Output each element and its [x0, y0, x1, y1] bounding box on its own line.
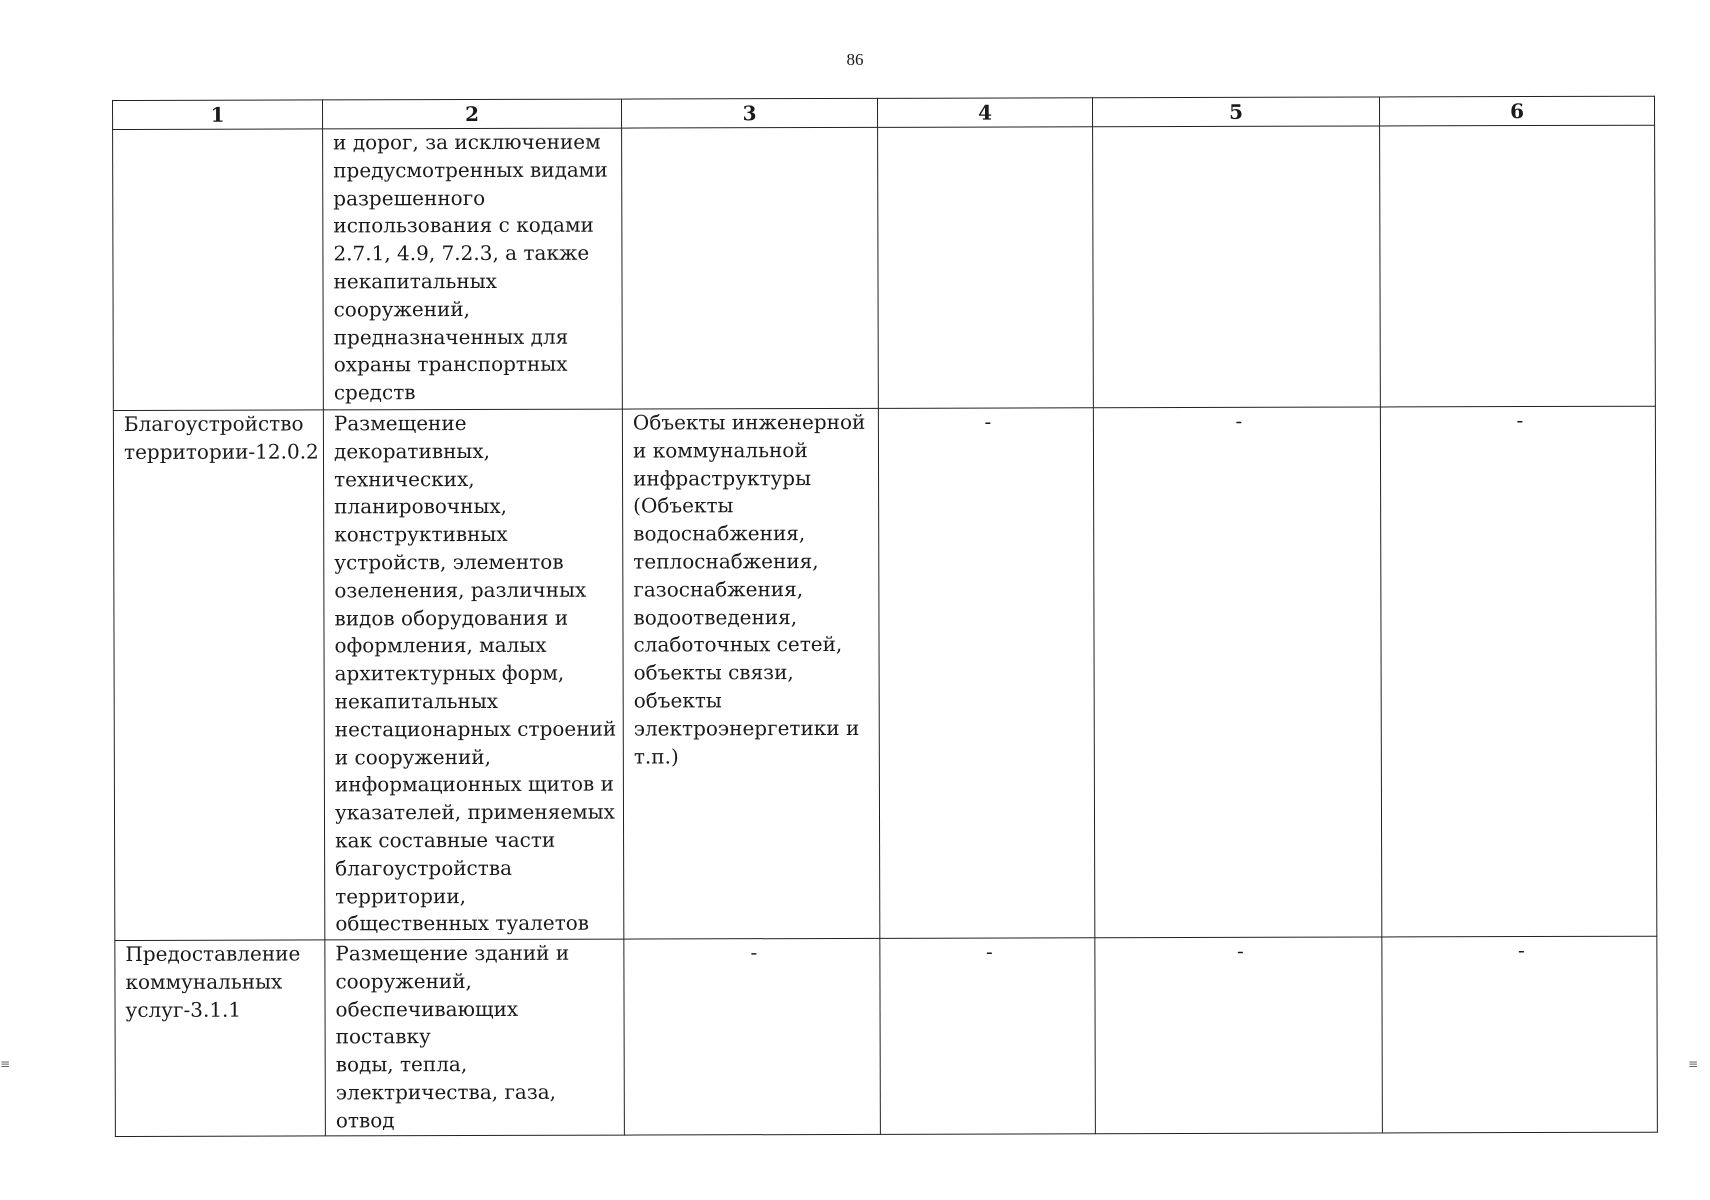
- row-1-col-2: [323, 128, 623, 410]
- cell-text: -: [985, 939, 993, 964]
- row-3-col-4: [880, 938, 1096, 1134]
- header-col-1: 1: [113, 100, 323, 130]
- cell-text: -: [984, 409, 992, 434]
- row-3-col-1: [115, 940, 326, 1136]
- cell-text: Предоставление коммунальных услуг-3.1.1: [125, 941, 301, 1022]
- row-1-col-1: [113, 129, 324, 411]
- row-2-col-5: [1093, 407, 1381, 938]
- header-row: [113, 96, 1655, 129]
- row-2-col-4: [878, 408, 1094, 939]
- cell-text: Объекты инженерной и коммунальной инфраструктуры (Объекты водоснабжения, теплоснабжения, газоснабжения, водоотведения, слаботочных сетей, объекты связи, объекты электроэнергетики и т.п.): [632, 409, 866, 769]
- table-row: [113, 125, 1656, 410]
- cell-text: [632, 128, 871, 129]
- row-2-col-6: [1380, 406, 1656, 937]
- row-1-col-3: [622, 127, 879, 409]
- cell-text: Благоустройство территории-12.0.2: [123, 411, 319, 464]
- cell-text: [123, 129, 316, 130]
- row-1-col-6: [1380, 125, 1656, 407]
- cell-text: -: [1236, 938, 1244, 963]
- table-row: [115, 936, 1658, 1136]
- row-3-col-5: [1095, 937, 1383, 1133]
- header-col-3: 3: [621, 98, 877, 128]
- cell-text: [888, 127, 1086, 128]
- row-1-col-4: [878, 127, 1094, 409]
- row-3-col-2: [325, 939, 625, 1135]
- cell-text: и дорог, за исключением предусмотренных видами разрешенного использования с кодами 2.7.1, 4.9, 7.2.3, а также некапитальных сооружений, предназначенных для охраны транспортных средств: [333, 129, 608, 405]
- page-number: 86: [846, 50, 864, 69]
- cell-text: -: [1235, 408, 1243, 433]
- cell-text: -: [750, 940, 758, 965]
- cell-text: Размещение декоративных, технических, планировочных, конструктивных устройств, элементов озеленения, различных видов оборудования и оформления, малых архитектурных форм, некапитальных нестационарных строений и сооружений, информационных щитов и указателей, применяемых как составные части благоустройства территории, общественных туалетов: [333, 411, 617, 936]
- header-col-2: 2: [323, 99, 622, 129]
- row-3-col-6: [1382, 936, 1658, 1132]
- row-1-col-5: [1093, 126, 1381, 408]
- row-2-col-3: [622, 408, 879, 939]
- row-3-col-3: [624, 938, 881, 1134]
- row-2-col-2: [323, 409, 623, 940]
- right-margin-mark: ≡: [1688, 1057, 1699, 1071]
- cell-text: Размещение зданий и сооружений, обеспечивающих поставку воды, тепла, электричества, газа, отвод: [335, 940, 570, 1133]
- regulations-table: [112, 96, 1658, 1137]
- table-row: [113, 406, 1656, 940]
- row-2-col-1: [113, 410, 324, 941]
- header-col-5: 5: [1092, 97, 1379, 127]
- header-col-6: 6: [1379, 96, 1654, 126]
- left-margin-mark: ≡: [0, 1057, 11, 1071]
- cell-text: -: [1516, 408, 1524, 433]
- cell-text: -: [1517, 938, 1525, 963]
- header-col-4: 4: [877, 98, 1092, 128]
- cell-text: [1103, 126, 1373, 127]
- cell-text: [1390, 126, 1648, 127]
